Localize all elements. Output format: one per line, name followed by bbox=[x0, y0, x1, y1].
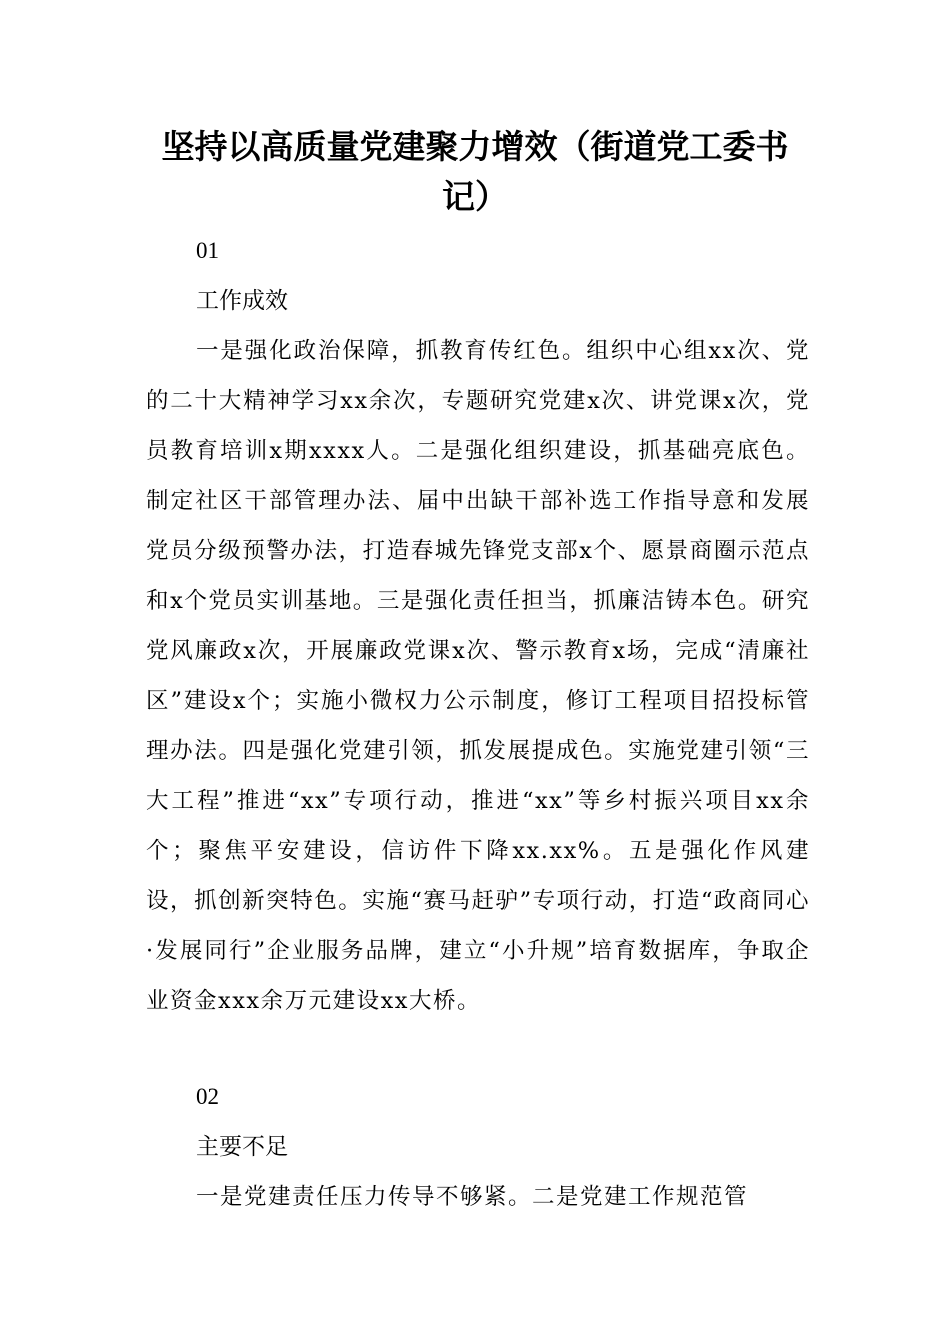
section-number: 01 bbox=[196, 238, 219, 263]
section-body: 一是强化政治保障，抓教育传红色。组织中心组xx次、党的二十大精神学习xx余次，专题研究党建x次、讲党课x次，党员教育培训x期xxxx人。二是强化组织建设，抓基础亮底色。制定社区干部管理办法、届中出缺干部补选工作指导意和发展党员分级预警办法，打造春城先锋党支部x个、愿景商圈示范点和x个党员实训基地。三是强化责任担当，抓廉洁铸本色。研究党风廉政x次，开展廉政党课x次、警示教育x场，完成“清廉社区”建设x个；实施小微权力公示制度，修订工程项目招投标管理办法。四是强化党建引领，抓发展提成色。实施党建引领“三大工程”推进“xx”专项行动，推进“xx”等乡村振兴项目xx余个；聚焦平安建设，信访件下降xx.xx%。五是强化作风建设，抓创新突特色。实施“赛马赶驴”专项行动，打造“政商同心·发展同行”企业服务品牌，建立“小升规”培育数据库，争取企业资金xxx余万元建设xx大桥。 bbox=[146, 338, 810, 1014]
document-title: 坚持以高质量党建聚力增效（街道党工委书记） bbox=[161, 127, 789, 216]
section-heading: 工作成效 bbox=[196, 288, 288, 314]
section-body: 一是党建责任压力传导不够紧。二是党建工作规范管 bbox=[196, 1184, 749, 1210]
section-number: 02 bbox=[196, 1084, 219, 1109]
section-heading: 主要不足 bbox=[196, 1134, 288, 1160]
